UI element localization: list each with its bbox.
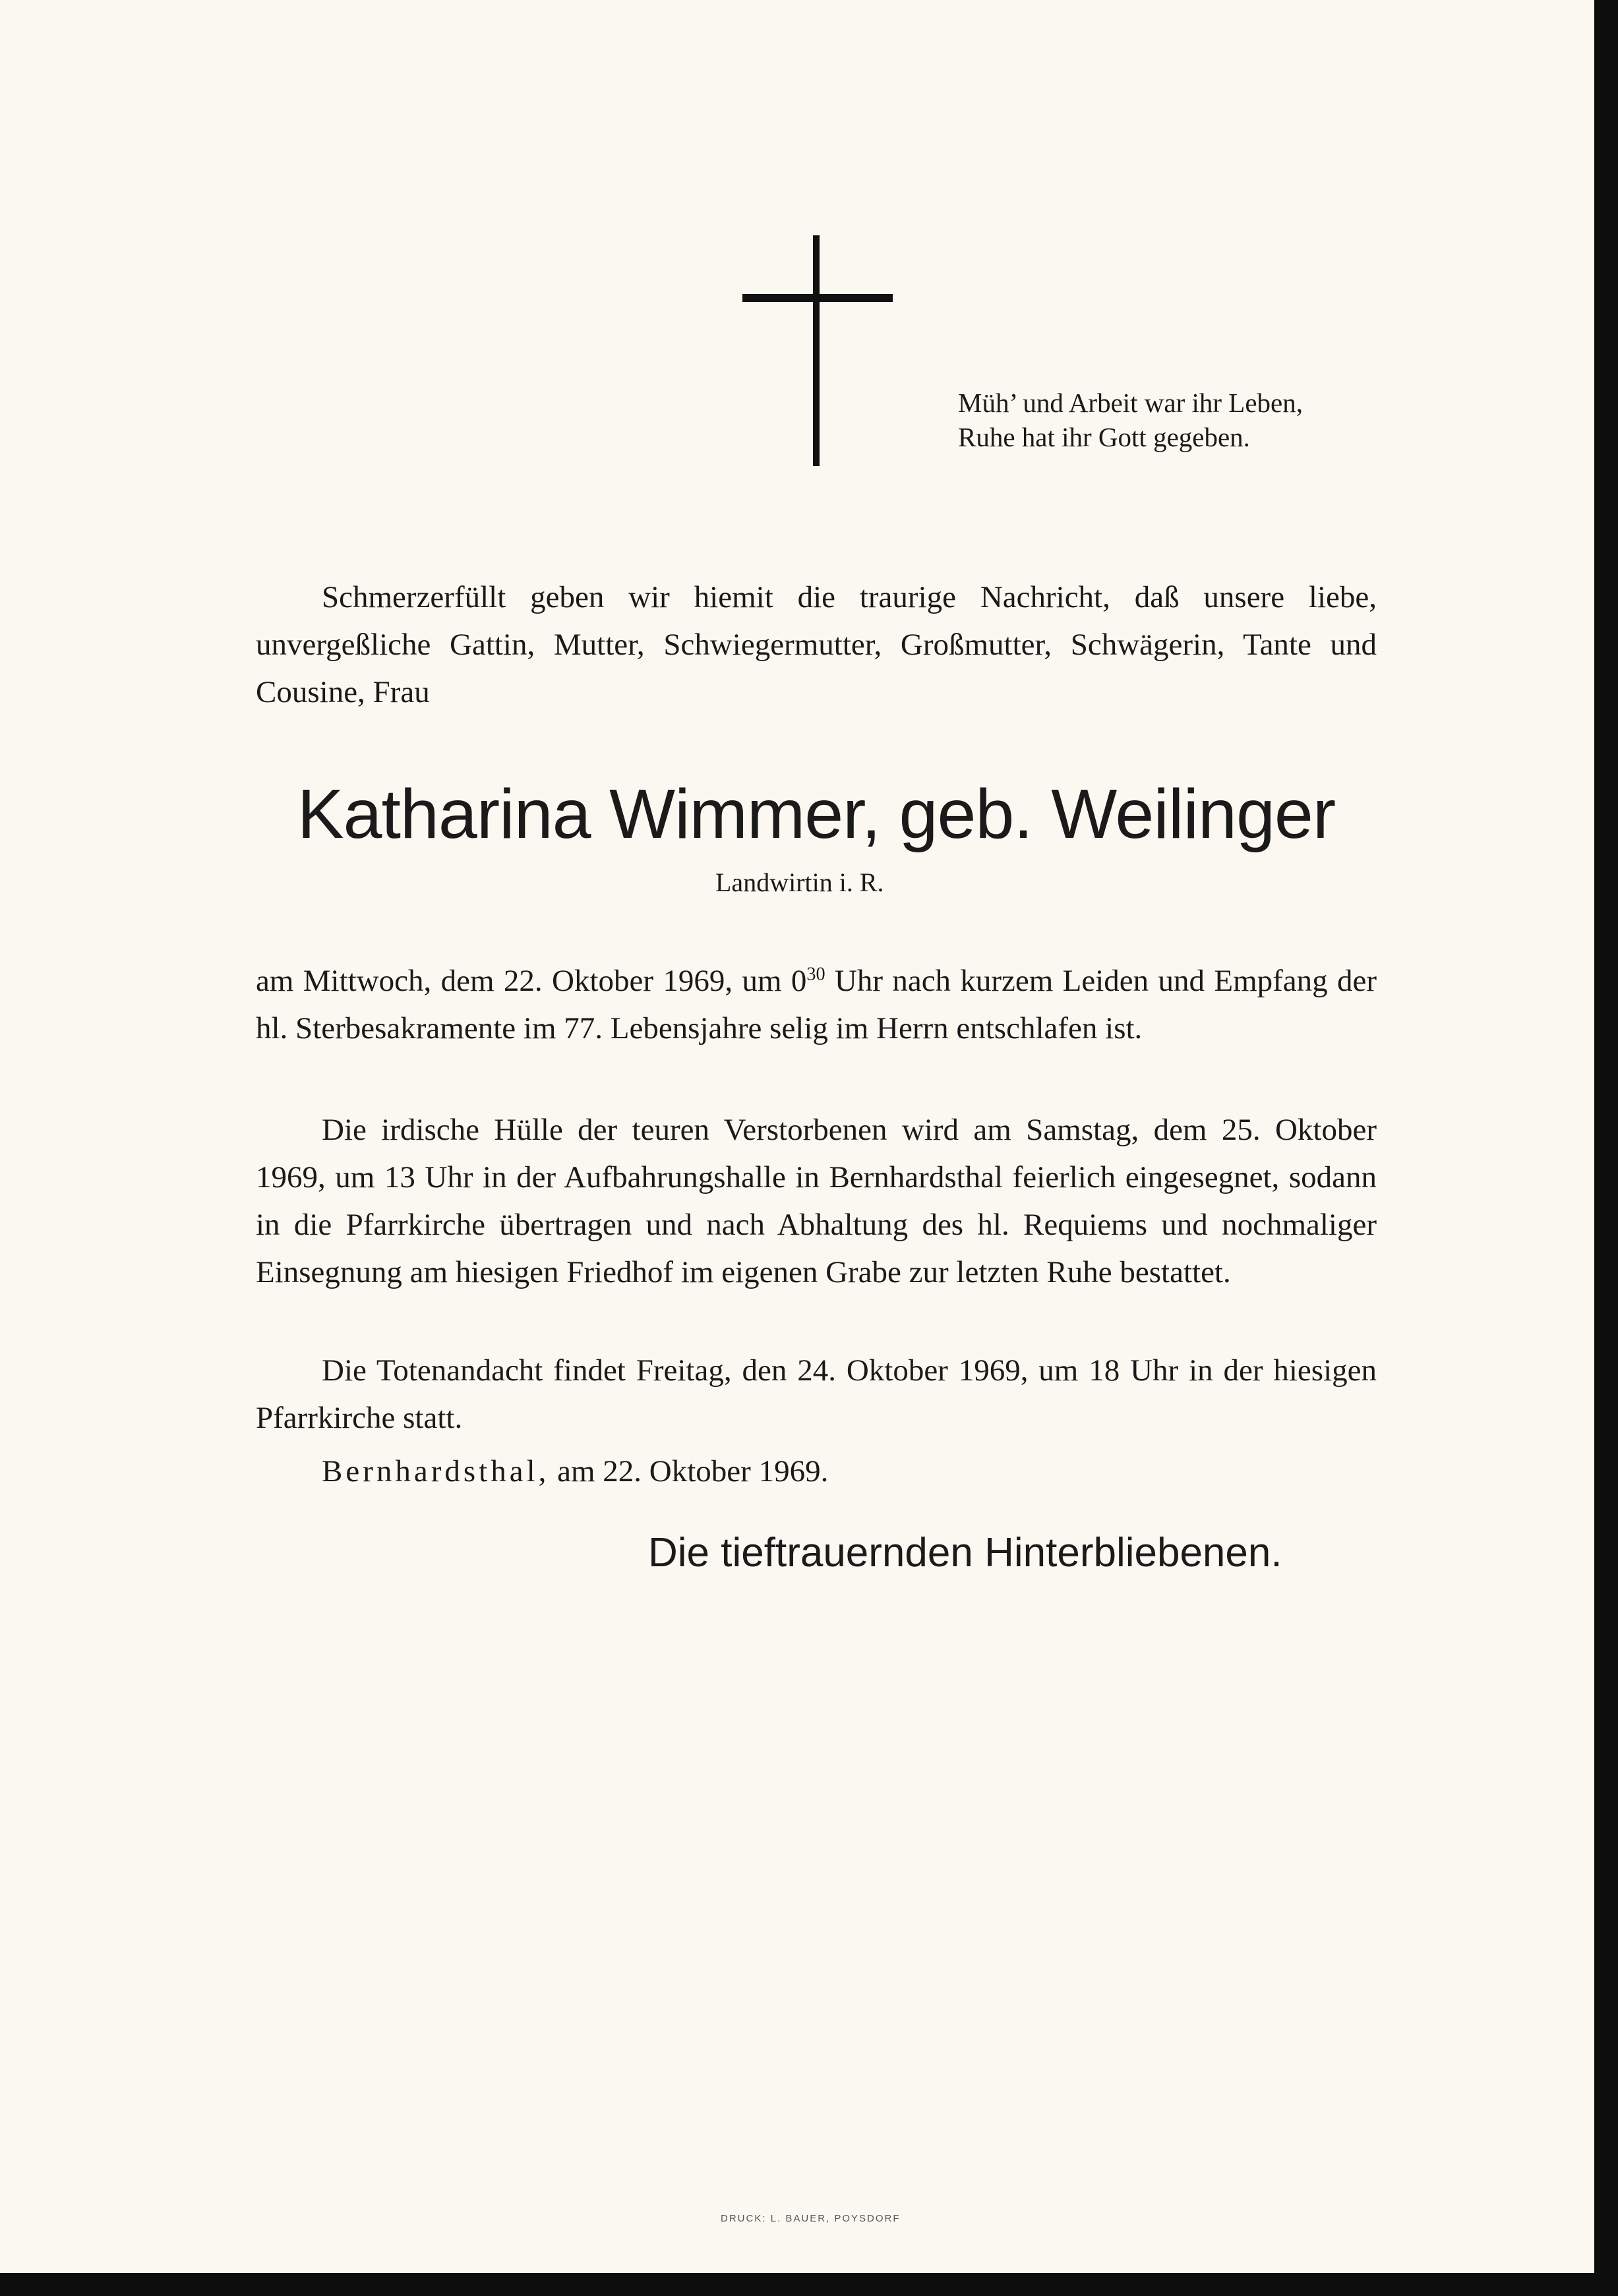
prayer-notice: Die Totenandacht findet Freitag, den 24. Oktober 1969, um 18 Uhr in der hiesigen Pfarrkirche statt. [256,1353,1377,1435]
cross-horizontal-bar [742,294,893,302]
death-text-end: Uhr nach kurzem Leiden und Empfang der hl. Sterbesakramente im 77. Lebensjahre selig im Herrn entschlafen ist. [256,964,1377,1045]
death-text-start: am Mittwoch, dem 22. Oktober 1969, um 0 [256,964,807,998]
death-notice [256,957,1377,1052]
burial-notice: Die irdische Hülle der teuren Verstorbenen wird am Samstag, dem 25. Oktober 1969, um 13 Uhr in der Aufbahrungshalle in Bernhardsthal feierlich eingesegnet, sodann in die Pfarrkirche übertragen und nach Abhaltung des hl. Requiems und nochmaliger Einsegnung am hiesigen Friedhof im eigenen Grabe zur letzten Ruhe bestattet. [256,1113,1377,1289]
death-time-superscript: 30 [806,964,825,985]
motto-line-2: Ruhe hat ihr Gott gegeben. [958,422,1250,452]
deceased-occupation: Landwirtin i. R. [715,868,884,897]
dateline-date: am 22. Oktober 1969. [549,1454,829,1488]
motto-line-1: Müh’ und Arbeit war ihr Leben, [958,388,1303,418]
deceased-name: Katharina Wimmer, geb. Weilinger [297,775,1336,853]
announcement-intro: Schmerzerfüllt geben wir hiemit die traurige Nachricht, daß unsere liebe, unvergeßliche Gattin, Mutter, Schwiegermutter, Großmutter, Schwägerin, Tante und Cousine, Frau [256,580,1377,709]
signature: Die tieftrauernden Hinterbliebenen. [648,1530,1282,1575]
motto-verse [958,386,1303,454]
cross-vertical-bar [813,235,820,466]
dateline [322,1448,828,1495]
printer-imprint: DRUCK: L. BAUER, POYSDORF [721,2213,901,2224]
dateline-place: Bernhardsthal, [322,1454,550,1488]
